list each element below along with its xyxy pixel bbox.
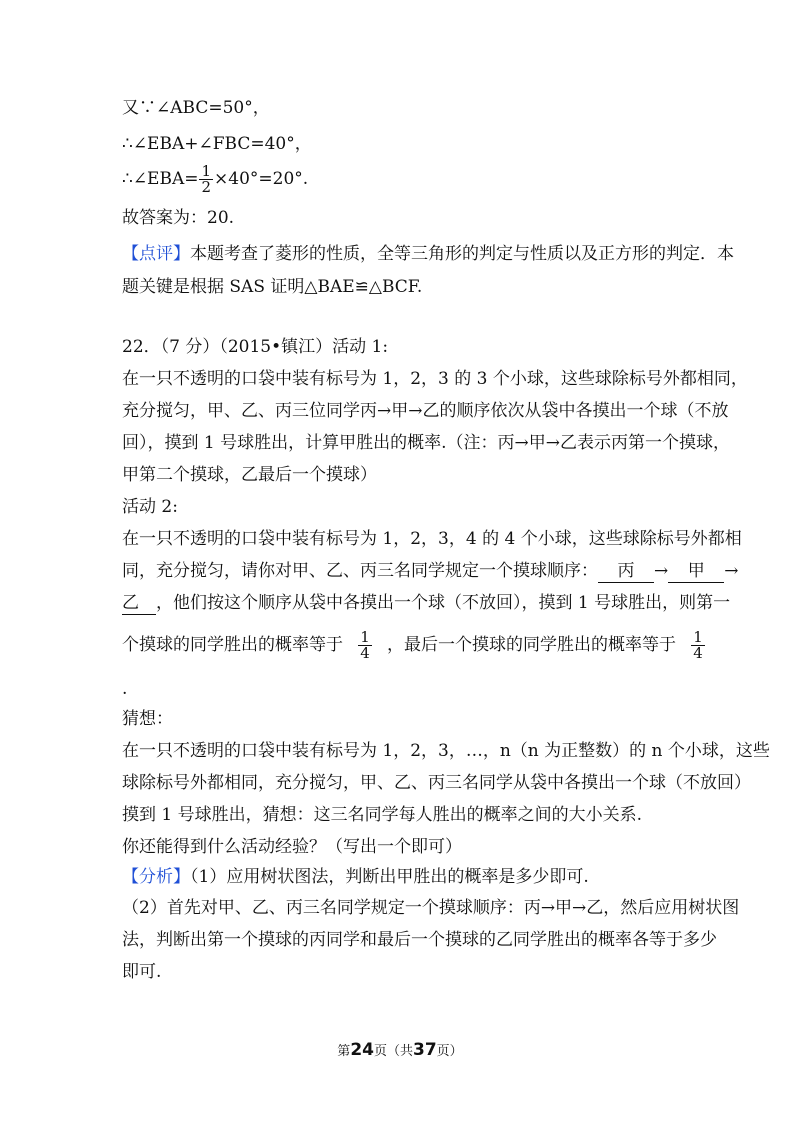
- fraction-first-probability: [358, 630, 372, 661]
- activity-2-line-1: 在一只不透明的口袋中装有标号为 1，2，3，4 的 4 个小球，这些球除标号外都相: [122, 529, 742, 549]
- analysis-line-2: （2）首先对甲、乙、丙三名同学规定一个摸球顺序：丙→甲→乙，然后应用树状图: [122, 898, 740, 918]
- fraction-denominator: 4: [360, 644, 370, 662]
- fraction-last-probability: [691, 630, 705, 661]
- activity-2-line-2: [122, 560, 739, 583]
- comment-tag: 【点评】: [122, 244, 190, 264]
- blank-bing: 丙: [598, 560, 654, 583]
- footer-pre: 第: [337, 1044, 351, 1059]
- analysis-text-1: （1）应用树状图法，判断出甲胜出的概率是多少即可.: [190, 867, 589, 887]
- fraction-one-half: [199, 164, 213, 195]
- analysis-line-3: 法，判断出第一个摸球的丙同学和最后一个摸球的乙同学胜出的概率各等于多少: [122, 930, 717, 950]
- question-p1-line-1: 在一只不透明的口袋中装有标号为 1，2，3 的 3 个小球，这些球除标号外都相同，: [122, 369, 748, 389]
- question-p1-line-2: 充分搅匀，甲、乙、丙三位同学丙→甲→乙的顺序依次从袋中各摸出一个球（不放: [122, 401, 729, 421]
- footer-total-pages: 37: [413, 1040, 437, 1060]
- blank-first-probability: [343, 625, 387, 665]
- activity-2-label: 活动 2:: [122, 497, 178, 517]
- guess-label: 猜想：: [122, 709, 173, 729]
- analysis-line-1: [122, 866, 589, 888]
- guess-line-4: 你还能得到什么活动经验？（写出一个即可）: [122, 837, 462, 857]
- guess-line-3: 摸到 1 号球胜出，猜想：这三名同学每人胜出的概率之间的大小关系.: [122, 805, 643, 825]
- fraction-denominator: 4: [693, 644, 703, 662]
- question-header: 22．（7 分）（2015•镇江）活动 1:: [122, 337, 389, 357]
- activity-2-line-4-pre: 个摸球的同学胜出的概率等于: [122, 635, 343, 655]
- page-footer: [0, 1040, 800, 1060]
- fraction-denominator: 2: [201, 178, 212, 196]
- comment-text-1: 本题考查了菱形的性质，全等三角形的判定与性质以及正方形的判定．本: [190, 244, 734, 264]
- guess-line-2: 球除标号外都相同，充分搅匀，甲、乙、丙三名同学从袋中各摸出一个球（不放回）: [122, 773, 751, 793]
- arrow-1: →: [654, 561, 669, 581]
- question-p1-line-4: 甲第二个摸球，乙最后一个摸球）: [122, 465, 377, 485]
- guess-line-1: 在一只不透明的口袋中装有标号为 1，2，3，…，n（n 为正整数）的 n 个小球，这些: [122, 741, 770, 761]
- arrow-2: →: [724, 561, 739, 581]
- activity-2-line-4-mid: ，最后一个摸球的同学胜出的概率等于: [387, 635, 676, 655]
- fraction-numerator: 1: [201, 162, 212, 180]
- solution-line-1: 又∵∠ABC=50°，: [122, 98, 270, 118]
- activity-2-line-2-text: 同，充分搅匀，请你对甲、乙、丙三名同学规定一个摸球顺序：: [122, 561, 598, 581]
- analysis-line-4: 即可.: [122, 962, 162, 982]
- question-p1-line-3: 回），摸到 1 号球胜出，计算甲胜出的概率.（注：丙→甲→乙表示丙第一个摸球，: [122, 433, 731, 453]
- footer-mid: 页（共: [373, 1044, 413, 1059]
- solution-line-3-post: ×40°=20°.: [214, 169, 309, 189]
- solution-line-2: ∴∠EBA+∠FBC=40°，: [122, 134, 312, 154]
- footer-page-number: 24: [350, 1040, 374, 1060]
- solution-line-3: [122, 161, 308, 197]
- blank-yi: 乙: [122, 592, 156, 615]
- blank-jia: 甲: [668, 560, 724, 583]
- answer-line: 故答案为：20.: [122, 208, 235, 228]
- analysis-tag: 【分析】: [122, 867, 190, 887]
- activity-2-period: .: [122, 679, 128, 699]
- footer-post: 页）: [436, 1044, 463, 1059]
- comment-line-2: 题关键是根据 SAS 证明△BAE≌△BCF.: [122, 277, 423, 297]
- activity-2-line-3-text: ，他们按这个顺序从袋中各摸出一个球（不放回），摸到 1 号球胜出，则第一: [156, 593, 731, 613]
- comment-line-1: [122, 243, 734, 265]
- fraction-numerator: 1: [693, 628, 703, 646]
- solution-line-3-pre: ∴∠EBA=: [122, 169, 199, 189]
- fraction-numerator: 1: [360, 628, 370, 646]
- activity-2-line-3: [122, 592, 730, 615]
- activity-2-line-4: [122, 625, 720, 665]
- blank-last-probability: [676, 625, 720, 665]
